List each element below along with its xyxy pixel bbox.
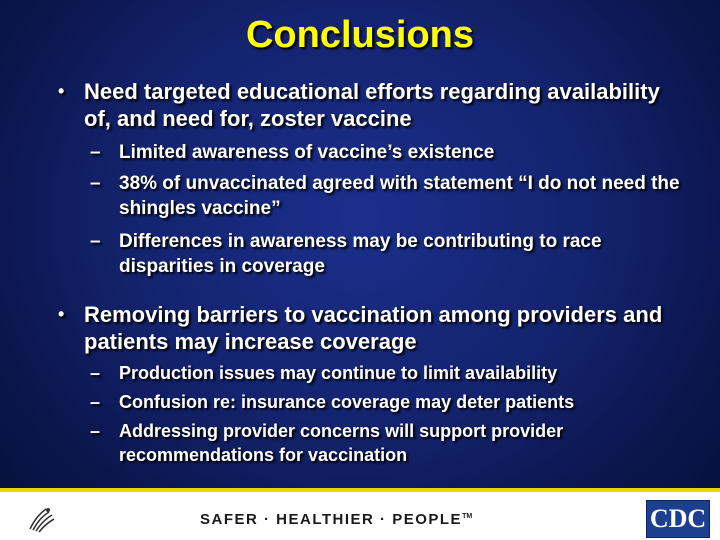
sub-bullet-text: Addressing provider concerns will support provider recommendations for vaccination <box>119 421 564 465</box>
bullet-2 <box>58 301 678 355</box>
sub-bullet-text: Differences in awareness may be contributing to race disparities in coverage <box>119 231 602 277</box>
tagline-text: SAFER · HEALTHIER · PEOPLE <box>200 511 463 528</box>
sub-bullet-marker: – <box>90 363 101 383</box>
sub-bullet-marker: – <box>90 392 101 412</box>
sub-bullet-2-2 <box>90 390 690 414</box>
sub-bullet-marker: – <box>90 231 101 252</box>
sub-bullet-text: Limited awareness of vaccine’s existence <box>119 142 495 163</box>
bullet-marker: • <box>58 304 65 324</box>
bullet-text: Removing barriers to vaccination among providers and patients may increase coverage <box>84 302 663 354</box>
sub-bullet-text: Confusion re: insurance coverage may deter patients <box>119 392 575 412</box>
sub-bullet-1-2 <box>90 171 690 221</box>
sub-bullet-text: Production issues may continue to limit availability <box>119 363 558 383</box>
sub-bullet-marker: – <box>90 421 101 441</box>
sub-bullet-2-1 <box>90 361 690 385</box>
slide-title: Conclusions <box>245 14 475 56</box>
sub-bullet-marker: – <box>90 173 101 194</box>
sub-bullet-1-3 <box>90 229 690 279</box>
sub-bullet-text: 38% of unvaccinated agreed with statement “I do not need the shingles vaccine” <box>119 173 680 219</box>
trademark-mark: TM <box>462 513 473 520</box>
sub-bullet-1-1 <box>90 140 690 165</box>
hhs-eagle-icon <box>24 503 58 535</box>
sub-bullet-2-3 <box>90 419 690 467</box>
cdc-logo: CDC <box>646 500 710 538</box>
bullet-1 <box>58 78 678 132</box>
bullet-marker: • <box>58 81 65 101</box>
footer-tagline <box>200 511 520 528</box>
sub-bullet-marker: – <box>90 142 101 163</box>
bullet-text: Need targeted educational efforts regarding availability of, and need for, zoster vaccine <box>84 79 660 131</box>
